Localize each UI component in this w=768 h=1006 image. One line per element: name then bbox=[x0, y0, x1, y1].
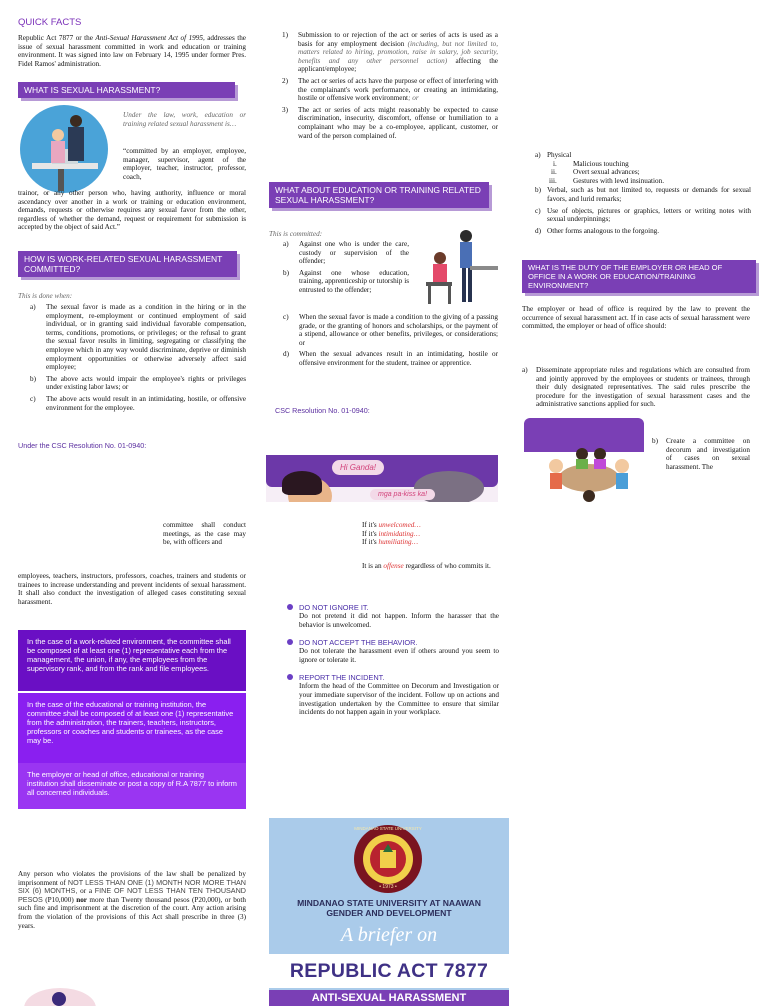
briefer-title: A briefer on bbox=[340, 924, 438, 946]
bullet-icon bbox=[287, 604, 293, 610]
committee-continued-narrow: committee shall conduct meetings, as the case may be, with officers and bbox=[163, 521, 246, 547]
work-related-header: HOW IS WORK-RELATED SEXUAL HARASSMENT COMMITTED? bbox=[18, 251, 237, 277]
quick-facts-title: QUICK FACTS bbox=[18, 17, 82, 28]
list-item: 3) The act or series of acts might reasonably be expected to cause discrimination, insecurity, discomfort, offense or humiliation to a complainant who may be a co-employee, applicant, customer, or ward of the person complained of. bbox=[282, 105, 498, 140]
committee-illustration bbox=[524, 418, 644, 502]
offense-line: It is an offense regardless of who commits it. bbox=[362, 562, 491, 570]
bullet-icon bbox=[287, 674, 293, 680]
education-list-wide bbox=[283, 313, 498, 371]
definition-quote-rest: trainor, or any other person who, having authority, influence or moral ascendancy over another in a work or training or education environment, demands, requests or otherwise requires any sexual favor from the other, regardless of whether the demand, request or requirement for submission is accepted by the object of said Act.” bbox=[18, 189, 246, 232]
education-list-narrow bbox=[283, 240, 409, 298]
advice-item: DO NOT IGNORE IT. Do not pretend it did not happen. Inform the harasser that the behavior is unwelcomed. bbox=[299, 603, 499, 629]
what-is-intro: Under the law, work, education or training related sexual harassment is… bbox=[123, 111, 246, 128]
csc-list bbox=[282, 31, 498, 143]
penalty-paragraph: Any person who violates the provisions of the law shall be penalized by imprisonment of NOT LESS THAN ONE (1) MONTH NOR MORE THAN SIX (6) MONTHS, or a FINE OF NOT LESS THAN TEN THOUSAND PESOS (P10,000) nor more than Twenty thousand pesos (P20,000), or both such fine and imprisonment at the discretion of the court. Any action arising from the violation of the provisions of this Act shall prescribe in three (3) years. bbox=[18, 870, 246, 930]
anti-sexual-harassment-banner: ANTI-SEXUAL HARASSMENT bbox=[269, 990, 509, 1006]
education-csc-label: CSC Resolution No. 01-0940: bbox=[275, 406, 370, 415]
advice-list bbox=[299, 603, 499, 717]
duty-header: WHAT IS THE DUTY OF THE EMPLOYER OR HEAD OF OFFICE IN A WORK OR EDUCATION/TRAINING ENVIRONMENT? bbox=[522, 260, 756, 293]
office-harassment-illustration bbox=[18, 105, 111, 193]
list-item: c) Use of objects, pictures or graphics, letters or writing notes with sexual underpinnings; bbox=[535, 206, 751, 224]
duty-intro: The employer or head of office is required by the law to prevent the occurrence of sexual harassment act. If in case acts of sexual harassment were committed, the employer or head of office should: bbox=[522, 305, 750, 331]
list-item: c) The above acts would result in an intimidating, hostile, or offensive environment for the employee. bbox=[30, 394, 246, 412]
csc-resolution-label: Under the CSC Resolution No. 01-0940: bbox=[18, 441, 147, 450]
catcalling-illustration bbox=[266, 455, 498, 502]
seal-text: MINDANAO STATE UNIVERSITY bbox=[354, 826, 422, 831]
what-is-header: WHAT IS SEXUAL HARASSMENT? bbox=[18, 82, 235, 98]
list-item: b) Against one whose education, training, apprenticeship or tutorship is entrusted to the offender; bbox=[283, 268, 409, 294]
list-item: a) The sexual favor is made as a condition in the hiring or in the employment, re-employment or continued employment of said individual, or in granting said individual favorable compensation, terms, conditions, promotions, or privileges; or the refusal to grant the sexual favor results in limiting, segregating or classifying the employee which in any way would discriminate, deprive or diminish employment opportunities or otherwise adversely affect said employee; bbox=[30, 303, 246, 372]
speech-bubble-1: Hi Ganda! bbox=[332, 460, 384, 475]
education-intro: This is committed: bbox=[269, 230, 323, 238]
duty-item-a: a) Disseminate appropriate rules and regulations which are consulted from and jointly approved by the employees or students or trainees, through their duly designated representatives. The said rules prescribe the procedure for the investigation of sexual harassment cases and the administrative sanctions applied for such. bbox=[522, 366, 750, 409]
committee-continued-wide: employees, teachers, instructors, professors, coaches, trainers and students or trainees to increase understanding and prevent incidents of sexual harassment. It shall also conduct the investigation of alleged cases constituting sexual harassment. bbox=[18, 572, 246, 606]
advice-item: DO NOT ACCEPT THE BEHAVIOR. Do not tolerate the harassment even if others around you seem to ignore or tolerate it. bbox=[299, 638, 499, 664]
university-seal bbox=[353, 824, 423, 894]
list-item: 1) Submission to or rejection of the act or series of acts is used as a basis for any employment decision (including, but not limited to, matters related to hiring, promotion, raise in salary, job security, benefits and any other personnel action) affecting the applicant/employee; bbox=[282, 31, 498, 74]
list-item: c) When the sexual favor is made a condition to the giving of a passing grade, or the granting of honors and scholarships, or the payment of a stipend, allowance or other benefits, privileges, or considerations; or bbox=[283, 313, 498, 347]
list-item: d) Other forms analogous to the forgoing. bbox=[535, 226, 660, 235]
advice-item: REPORT THE INCIDENT. Inform the head of the Committee on Decorum and Investigation or your immediate supervisor of the incident. Follow up on actions and investigation undertaken by the Committee to ensure that similar incidents do not happen again in your workplace. bbox=[299, 673, 499, 716]
committee-box-work: In the case of a work-related environment, the committee shall be composed of at least one (1) representative each from the management, the union, if any, the employees from the supervisory rank, and from the rank and file employees. bbox=[18, 630, 246, 691]
definition-quote-top: “committed by an employer, employee, manager, supervisor, agent of the employer, teacher, instructor, professor, coach, bbox=[123, 147, 246, 181]
ra-banner bbox=[269, 954, 509, 988]
seal-year: • 1973 • bbox=[379, 884, 397, 890]
university-name: MINDANAO STATE UNIVERSITY AT NAAWAN GENDER AND DEVELOPMENT bbox=[297, 898, 481, 918]
list-item: a) Against one who is under the care, custody or supervision of the offender; bbox=[283, 240, 409, 266]
list-item: b) Verbal, such as but not limited to, requests or demands for sexual favors, and lurid remarks; bbox=[535, 186, 751, 203]
speech-bubble-2: mga pa-kiss ka! bbox=[370, 489, 435, 500]
committee-box-dissemination: The employer or head of office, educational or training institution shall disseminate or post a copy of R.A 7877 to inform all concerned individuals. bbox=[18, 763, 246, 809]
ra-title: REPUBLIC ACT 7877 bbox=[289, 960, 489, 982]
classroom-illustration bbox=[418, 228, 498, 308]
list-item: b) The above acts would impair the employee's rights or privileges under existing labor laws; or bbox=[30, 374, 246, 392]
forms-list: a) Physical i. Malicious touching ii. Overt sexual advances; iii. Gestures with lewd insinuation. b) Verbal, such as but not limited to, requests or demands for sexual favors, and lurid remarks; c) Use of objects, pictures or graphics, letters or writing notes with sexual underpinnings; d) Other forms analogous to the forgoing. bbox=[531, 151, 751, 238]
if-it-lines: If it's unwelcomed… If it's intimidating… If it's humiliating… bbox=[362, 521, 421, 547]
committee-box-education: In the case of the educational or training institution, the committee shall be composed of at least one (1) representative from the administration, the trainers, teachers, instructors, professors or coaches and students or trainees, as the case may be. bbox=[18, 693, 246, 763]
quick-facts-paragraph: Republic Act 7877 or the Anti-Sexual Harassment Act of 1995, addresses the issue of sexual harassment committed in work and education or training environment. It was signed into law on February 14, 1995 under former Pres. Fidel Ramos' administration. bbox=[18, 34, 247, 68]
list-item: 2) The act or series of acts have the purpose or effect of interfering with the complainant's work performance, or creating an intimidating, hostile or offensive work environment; or bbox=[282, 76, 498, 103]
work-related-list bbox=[30, 303, 246, 415]
list-item: d) When the sexual advances result in an intimidating, hostile or offensive environment for the student, trainee or apprentice. bbox=[283, 350, 498, 367]
decorative-illustration bbox=[18, 988, 102, 1006]
work-related-intro: This is done when: bbox=[18, 292, 73, 300]
duty-item-b: b) Create a committee on decorum and investigation of cases on sexual harassment. The bbox=[652, 437, 750, 471]
education-header: WHAT ABOUT EDUCATION OR TRAINING RELATED SEXUAL HARASSMENT? bbox=[269, 182, 489, 208]
cover-panel bbox=[269, 818, 509, 1006]
bullet-icon bbox=[287, 639, 293, 645]
